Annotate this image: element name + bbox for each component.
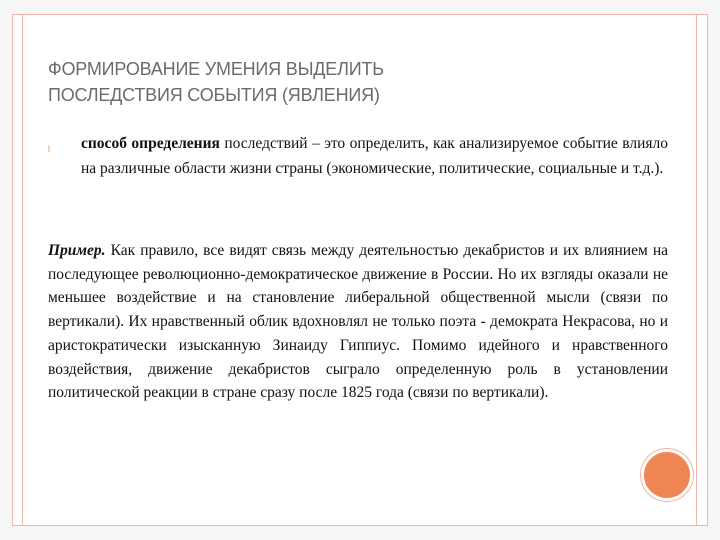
slide-title bbox=[48, 56, 668, 108]
example-body: Как правило, все видят связь между деятельностью декабристов и их влиянием на последующее революционно-демократическое движение в России. Но их взгляды оказали не меньшее воздействие и на становление либеральной общественной мысли (связи по вертикали). Их нравственный облик вдохновлял не только поэта - демократа Некрасова, но и аристократически изысканную Зинаиду Гиппиус. Помимо идейного и нравственного воздействия, движение декабристов сыграло определенную роль в установлении политической реакции в стране сразу после 1825 года (связи по вертикали). bbox=[48, 242, 668, 402]
slide-title-line-2: ПОСЛЕДСТВИЯ СОБЫТИЯ (ЯВЛЕНИЯ) bbox=[48, 85, 380, 105]
example-label: Пример. bbox=[48, 242, 106, 259]
bullet-item bbox=[48, 131, 668, 181]
frame-right-line bbox=[696, 14, 697, 526]
frame-left-line bbox=[22, 14, 23, 526]
bullet-text bbox=[81, 131, 668, 181]
bullet-body: последствий – это определить, как анализируемое событие влияло на различные области жизни страны (экономические, политические, социальные и т.д.). bbox=[81, 135, 668, 177]
decorative-circle-icon bbox=[641, 449, 693, 501]
example-paragraph bbox=[48, 239, 668, 405]
bullet-bold-term: способ определения bbox=[81, 135, 220, 152]
slide-title-line-1: ФОРМИРОВАНИЕ УМЕНИЯ ВЫДЕЛИТЬ bbox=[48, 59, 384, 79]
bullet-marker-icon: l bbox=[48, 144, 50, 154]
